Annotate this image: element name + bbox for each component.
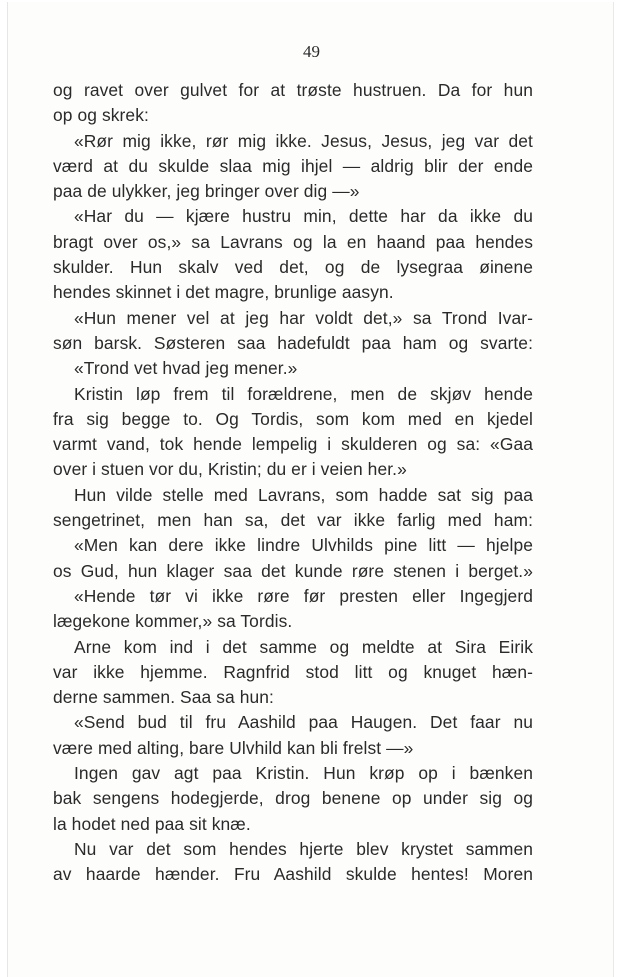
text-line: varmt vand, tok hende lempelig i skulderen og sa: «Gaa [53,434,533,455]
text-line: «Hun mener vel at jeg har voldt det,» sa Trond Ivar- [74,307,533,328]
text-line: «Har du — kjære hustru min, dette har da ikke du [74,206,533,227]
text-line: os Gud, hun klager saa det kunde røre stenen i berget.» [53,560,533,581]
text-line: la hodet ned paa sit knæ. [53,813,251,834]
text-line: «Hende tør vi ikke røre før presten eller Ingegjerd [74,585,533,606]
text-line: lægekone kommer,» sa Tordis. [53,611,293,632]
text-line: Ingen gav agt paa Kristin. Hun krøp op i bænken [74,763,533,784]
text-line: og ravet over gulvet for at trøste hustruen. Da for hun [53,80,533,100]
text-line: over i stuen vor du, Kristin; du er i veien her.» [53,459,407,480]
text-line: Kristin løp frem til forældrene, men de skjøv hende [74,383,533,404]
text-line: var ikke hjemme. Ragnfrid stod litt og knuget hæn- [53,661,533,682]
text-line: derne sammen. Saa sa hun: [53,687,274,708]
text-line: bak sengens hodegjerde, drog benene op under sig og [53,788,533,809]
text-line: Nu var det som hendes hjerte blev krystet sammen [74,838,533,859]
text-line: sengetrinet, men han sa, det var ikke farlig med ham: [53,510,533,531]
text-line: bragt over os,» sa Lavrans og la en haand paa hendes [53,231,533,252]
text-line: Arne kom ind i det samme og meldte at Sira Eirik [74,636,533,657]
text-line: søn barsk. Søsteren saa hadefuldt paa ham og svarte: [53,332,533,353]
text-line: værd at du skulde slaa mig ihjel — aldrig blir der ende [53,155,533,176]
text-line: fra sig begge to. Og Tordis, som kom med en kjedel [53,408,533,429]
body-text [53,78,533,888]
text-line: «Men kan dere ikke lindre Ulvhilds pine litt — hjelpe [74,535,533,556]
text-line: hendes skinnet i det magre, brunlige aasyn. [53,282,394,303]
text-line: skulder. Hun skalv ved det, og de lysegraa øinene [53,257,533,278]
text-line: Hun vilde stelle med Lavrans, som hadde sat sig paa [74,484,533,505]
text-line: op og skrek: [53,105,149,126]
text-line: paa de ulykker, jeg bringer over dig —» [53,181,360,202]
text-line: «Rør mig ikke, rør mig ikke. Jesus, Jesus, jeg var det [74,130,533,151]
page-number: 49 [303,42,320,61]
text-line: være med alting, bare Ulvhild kan bli frelst —» [53,737,414,758]
text-line: «Trond vet hvad jeg mener.» [74,358,298,379]
text-line: «Send bud til fru Aashild paa Haugen. Det faar nu [74,712,533,733]
text-line: av haarde hænder. Fru Aashild skulde hentes! Moren [53,864,533,885]
